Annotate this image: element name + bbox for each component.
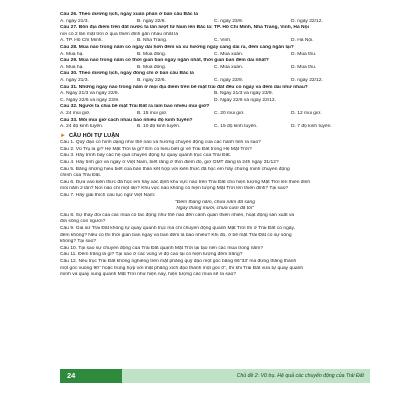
- answer-option: D. Ngày 22/6 và ngày 22/12.: [214, 97, 276, 103]
- essay-line: đêm không? Nếu có thì thời gian ban ngày và ban đêm là bao nhiêu? Khi đó, ở bề mặt Trái Đất có sự sống: [60, 232, 292, 238]
- essay-line: Câu 2. Vũ Trụ là gì? Hệ Mặt Trời là gì? Em có hiểu biết gì về Trái Đất trong Hệ Mặt Trời?: [60, 146, 252, 152]
- answer-option: C. ngày 23/9.: [214, 18, 244, 24]
- answer-option: A. ngày 21/3.: [60, 77, 89, 83]
- question-28: [60, 45, 370, 58]
- answer-option: C. Mùa xuân.: [214, 51, 244, 57]
- essay-line: Câu 1. Quỹ đạo có hình dạng như thế nào và hướng chuyển động của các hành tinh ra sao?: [60, 140, 261, 146]
- answer-option: D. Hà Nội.: [291, 38, 314, 44]
- answer-option: B. Nha Trang.: [137, 38, 168, 44]
- answer-option: D. Mùa thu.: [291, 51, 317, 57]
- answer-option: C. Ngày 22/6 và ngày 23/9.: [60, 97, 120, 103]
- answer-option: B. ngày 22/6.: [137, 77, 166, 83]
- answer-option: C. 20 múi giờ.: [214, 110, 245, 116]
- answer-option: C. 15 độ kinh tuyến.: [214, 124, 258, 130]
- answer-option: D. 12 múi giờ.: [291, 110, 322, 116]
- answer-option: B. ngày 22/6.: [137, 18, 166, 24]
- essay-line: mỗi năm 2 lần? Nơi nào chỉ một lần? Khu vực nào không có hiện tượng Mặt Trời lên thiên đỉnh? Tại sao?: [60, 186, 289, 192]
- section-heading: [60, 133, 370, 140]
- answer-option: A. ngày 21/3.: [60, 18, 89, 24]
- question-text: Câu 26. Theo dương lịch, ngày xuân phân ở bán cầu Bắc là: [60, 12, 198, 17]
- essay-line: Câu 6. Dựa vào kiến thức đã học em hãy xác định khu vực nào trên Trái Đất cho hiện tượng Mặt Trời lên thiên đỉnh: [60, 179, 311, 185]
- answer-option: D. Mùa thu.: [291, 64, 317, 70]
- page-content: [60, 12, 370, 279]
- answer-option: B. 10 độ kinh tuyến.: [137, 124, 181, 130]
- essay-line: chính của Trái Đất.: [60, 173, 102, 179]
- proverb-line: "Đêm tháng năm, chưa nằm đã sáng: [175, 199, 255, 205]
- proverb-line: Ngày tháng mười, chưa cười đã tối": [176, 206, 254, 212]
- question-text: Câu 27. Bốn địa điểm trên đất nước ta lần lượt từ Nam lên Bắc là: TP. Hồ Chí Minh, Nha Trang, Vinh, Hà Nội: [60, 25, 309, 31]
- answer-option: A. Mùa hạ.: [60, 51, 84, 57]
- triangle-arrow-icon: ►: [60, 132, 66, 139]
- page-number: 24: [60, 369, 122, 383]
- essay-line: đời sống con người?: [60, 219, 106, 225]
- answer-option: B. Mùa đông.: [137, 64, 167, 70]
- question-text: Câu 32. Người ta chia bề mặt Trái Đất ra làm bao nhiêu múi giờ?: [60, 104, 210, 110]
- answer-option: B. Ngày 21/3 và ngày 23/9.: [214, 91, 273, 97]
- essay-questions: [60, 140, 370, 199]
- question-30: [60, 71, 370, 84]
- answer-option: B. 15 múi giờ.: [137, 110, 168, 116]
- essay-line: Câu 11. Đêm trắng là gì? Tại sao ở các vùng vĩ độ cao lại có hiện tượng đêm trắng?: [60, 252, 243, 258]
- answer-option: C. Vinh.: [214, 38, 232, 44]
- essay-line: Câu 12. Nếu trục Trái Đất không nghiêng trên mặt phẳng quỹ đạo một góc bằng 66°33' mà đứng thẳng thành: [60, 258, 297, 264]
- essay-questions-continued: [60, 213, 370, 279]
- essay-line: Câu 5. Bằng những hiểu biết của bản thân kết hợp với kiến thức đã học em hãy chứng minh chuyển động: [60, 166, 290, 172]
- question-32: [60, 104, 370, 117]
- answer-option: D. 7 độ kinh tuyến.: [291, 124, 332, 130]
- question-text: Câu 28. Mùa nào trong năm có ngày dài hơn đêm và xu hướng ngày càng dài ra, đêm càng ngắn lại?: [60, 44, 294, 50]
- chapter-title: Chủ đề 2: Vũ trụ. Hệ quả các chuyển động của Trái Đất: [122, 369, 370, 383]
- answer-option: A. Mùa hạ.: [60, 64, 84, 70]
- essay-line: không? Tại sao?: [60, 239, 97, 245]
- question-text: Câu 33. Mỗi múi giờ cách nhau bao nhiêu độ kinh tuyến?: [60, 117, 193, 123]
- essay-line: mình và quay xung quanh Mặt Trời như hiện nay, hiện tượng các mùa sẽ ra sao?: [60, 272, 236, 278]
- page-footer: [60, 369, 370, 383]
- question-26: [60, 12, 370, 25]
- essay-line: Câu 9. Giả sử Trái Đất không tự quay quanh trục mà chỉ chuyển động quanh Mặt Trời thì ở Trái Đất có ngày,: [60, 226, 295, 231]
- question-text: Câu 30. Theo dương lịch, ngày đông chí ở bán cầu Bắc là: [60, 71, 194, 77]
- question-text: Câu 31. Những ngày nào trong năm ở mọi địa điểm trên bề mặt trái đất đều có ngày và đêm dài như nhau?: [60, 84, 308, 90]
- section-title: CÂU HỎI TỰ LUẬN: [68, 132, 120, 139]
- proverb-quote: [60, 200, 370, 213]
- answer-option: C. Mùa xuân.: [214, 64, 244, 70]
- answer-option: B. Mùa đông.: [137, 51, 167, 57]
- essay-line: Câu 3. Hãy trình bày các hệ quả chuyển động tự quay quanh trục của Trái Đất.: [60, 153, 232, 159]
- question-31: [60, 85, 370, 105]
- answer-option: A. Ngày 21/3 và ngày 22/6.: [60, 91, 119, 97]
- question-29: [60, 58, 370, 71]
- essay-line: Câu 4. Hãy tính giờ và ngày ở Việt Nam, biết rằng ở thời điểm đó, giờ GMT đang là 24h ngày 31/12?: [60, 160, 279, 166]
- answer-option: A. 24 độ kinh tuyến.: [60, 124, 104, 130]
- question-33: [60, 118, 370, 131]
- essay-line: Câu 7. Hãy giải thích câu tục ngữ Việt Nam:: [60, 193, 156, 199]
- essay-line: một góc vuông 90° hoặc trùng hợp với mặt phẳng xích đạo thành một góc 0°, thì khi Trái Đất vừa tự quay quanh: [60, 265, 304, 271]
- answer-option: A. TP. Hồ Chí Minh.: [60, 38, 103, 44]
- answer-option: D. ngày 22/12.: [291, 77, 323, 83]
- answer-option: C. ngày 23/9.: [214, 77, 244, 83]
- question-text: Câu 29. Mùa nào trong năm có thời gian ban ngày ngắn nhất, thời gian ban đêm dài nhất?: [60, 58, 269, 64]
- essay-line: Câu 8. Sự thay đổi của các mùa có tác động như thế nào đến cảnh quan thiên nhiên, hoạt động sản xuất và: [60, 212, 295, 218]
- answer-option: D. ngày 22/12.: [291, 18, 323, 24]
- essay-line: Câu 10. Tại sao sự chuyển động của Trái Đất quanh Mặt Trời lại tạo nên các mùa trong năm?: [60, 245, 263, 251]
- question-text-cont: nơi có 2 lần mặt trời ở qua thiên đỉnh gần nhau nhất là: [60, 31, 179, 37]
- question-27: [60, 25, 370, 45]
- answer-option: A. 24 múi giờ.: [60, 110, 91, 116]
